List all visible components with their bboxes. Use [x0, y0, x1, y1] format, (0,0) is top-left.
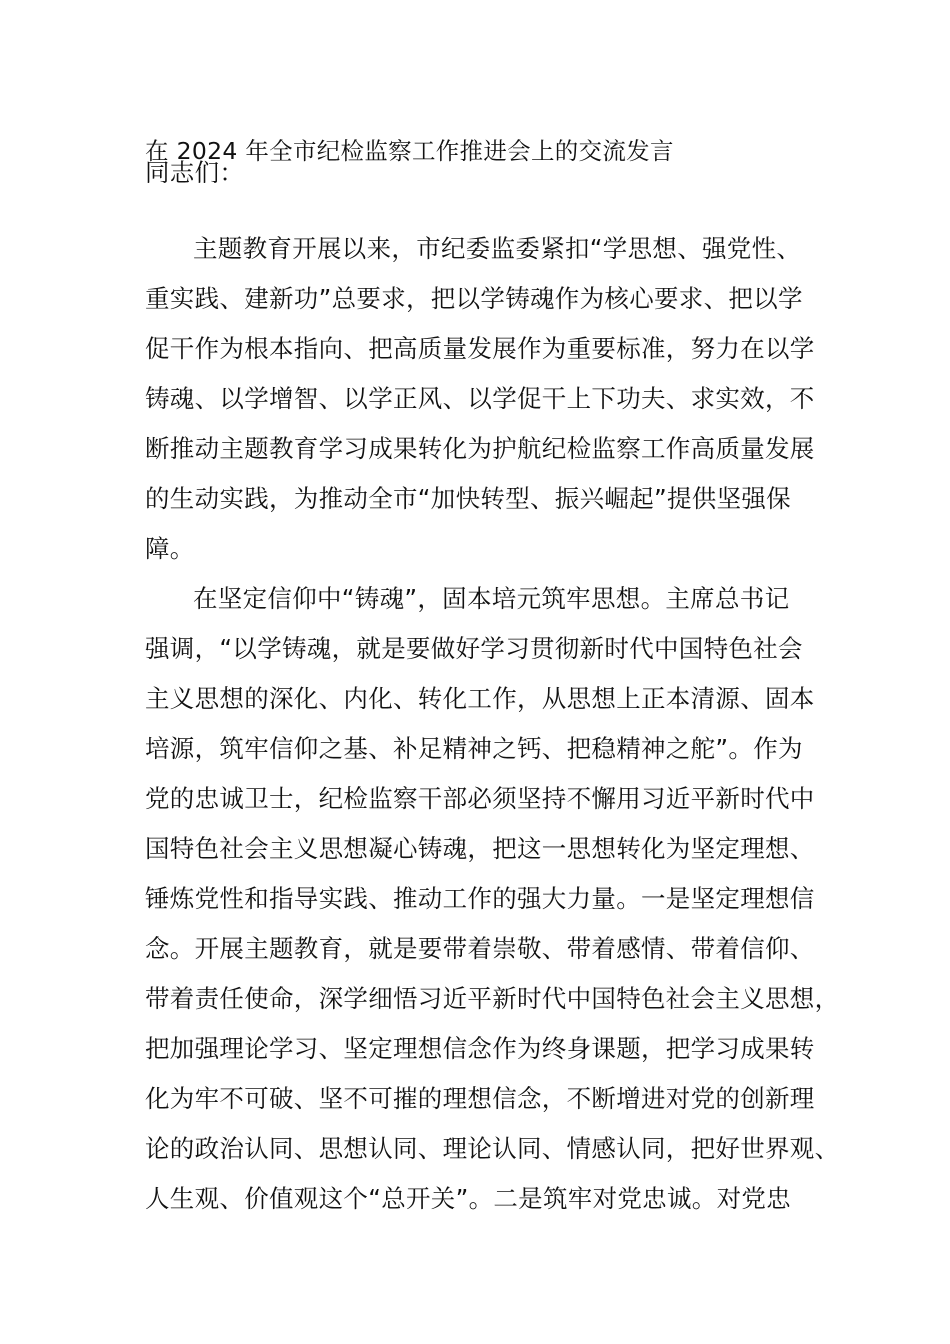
- body-line: 强调，“以学铸魂，就是要做好学习贯彻新时代中国特色社会: [145, 634, 803, 663]
- body-line: 念。开展主题教育，就是要带着崇敬、带着感情、带着信仰、: [145, 934, 815, 963]
- salutation: 同志们：: [145, 158, 245, 187]
- body-line: 论的政治认同、思想认同、理论认同、情感认同，把好世界观、: [145, 1134, 840, 1163]
- body-line: 的生动实践，为推动全市“加快转型、振兴崛起”提供坚强保: [145, 484, 791, 513]
- body-line: 带着责任使命，深学细悟习近平新时代中国特色社会主义思想，: [145, 984, 840, 1013]
- body-line: 铸魂、以学增智、以学正风、以学促干上下功夫、求实效，不: [145, 384, 815, 413]
- body-line: 主题教育开展以来，市纪委监委紧扣“学思想、强党性、: [193, 234, 802, 263]
- body-line: 化为牢不可破、坚不可摧的理想信念，不断增进对党的创新理: [145, 1084, 815, 1113]
- body-line: 锤炼党性和指导实践、推动工作的强大力量。一是坚定理想信: [145, 884, 815, 913]
- body-line: 把加强理论学习、坚定理想信念作为终身课题，把学习成果转: [145, 1034, 815, 1063]
- body-line: 人生观、价值观这个“总开关”。二是筑牢对党忠诚。对党忠: [145, 1184, 791, 1213]
- body-line: 断推动主题教育学习成果转化为护航纪检监察工作高质量发展: [145, 434, 815, 463]
- body-line: 在坚定信仰中“铸魂”，固本培元筑牢思想。主席总书记: [193, 584, 790, 613]
- body-line: 重实践、建新功”总要求，把以学铸魂作为核心要求、把以学: [145, 284, 803, 313]
- body-line: 国特色社会主义思想凝心铸魂，把这一思想转化为坚定理想、: [145, 834, 815, 863]
- body-line: 主义思想的深化、内化、转化工作，从思想上正本清源、固本: [145, 684, 815, 713]
- body-line: 党的忠诚卫士，纪检监察干部必须坚持不懈用习近平新时代中: [145, 784, 815, 813]
- document-title: 在 2024 年全市纪检监察工作推进会上的交流发言: [145, 137, 674, 165]
- body-line: 障。: [145, 534, 195, 563]
- body-line: 培源，筑牢信仰之基、补足精神之钙、把稳精神之舵”。作为: [145, 734, 803, 763]
- body-line: 促干作为根本指向、把高质量发展作为重要标准，努力在以学: [145, 334, 815, 363]
